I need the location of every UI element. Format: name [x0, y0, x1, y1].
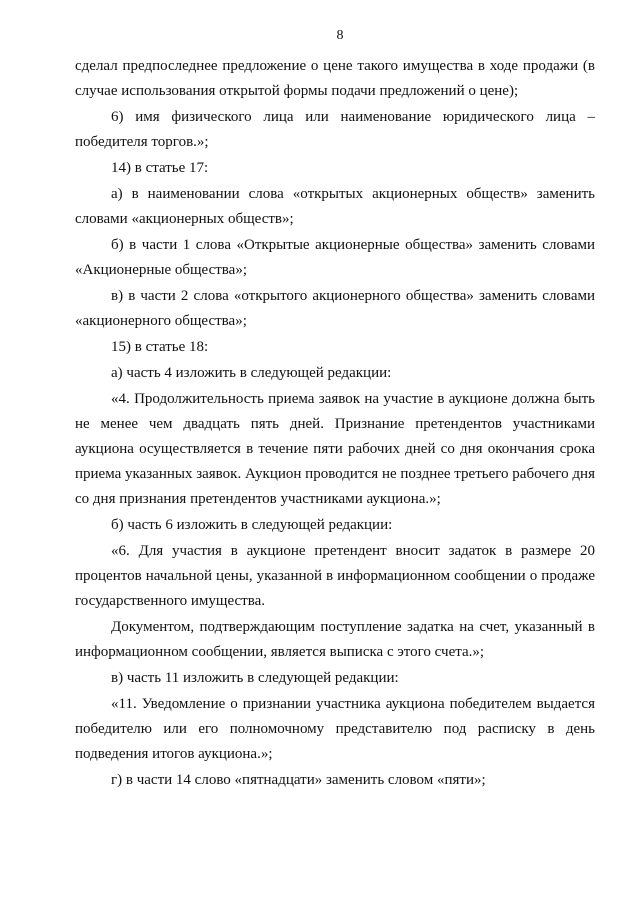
document-body — [75, 54, 595, 793]
paragraph: «6. Для участия в аукционе претендент вносит задаток в размере 20 процентов начальной цены, указанной в информационном сообщении о продаже государственного имущества. — [75, 543, 595, 609]
paragraph: б) часть 6 изложить в следующей редакции: — [111, 517, 393, 533]
paragraph: Документом, подтверждающим поступление задатка на счет, указанный в информационном сообщении, является выписка с этого счета.»; — [75, 619, 595, 660]
page-number: 8 — [336, 28, 344, 43]
paragraph: б) в части 1 слова «Открытые акционерные общества» заменить словами «Акционерные общества»; — [75, 237, 595, 278]
paragraph: сделал предпоследнее предложение о цене такого имущества в ходе продажи (в случае использования открытой формы подачи предложений о цене); — [75, 58, 595, 99]
paragraph: в) в части 2 слова «открытого акционерного общества» заменить словами «акционерного общества»; — [75, 288, 595, 329]
paragraph: г) в части 14 слово «пятнадцати» заменить словом «пяти»; — [111, 772, 486, 788]
paragraph: «11. Уведомление о признании участника аукциона победителем выдается победителю или его полномочному представителю под расписку в день подведения итогов аукциона.»; — [75, 696, 595, 762]
paragraph: а) в наименовании слова «открытых акционерных обществ» заменить словами «акционерных обществ»; — [75, 186, 595, 227]
paragraph: а) часть 4 изложить в следующей редакции: — [111, 365, 392, 381]
paragraph: 15) в статье 18: — [111, 339, 209, 355]
paragraph: 14) в статье 17: — [111, 160, 209, 176]
paragraph: «4. Продолжительность приема заявок на участие в аукционе должна быть не менее чем двадцать пять дней. Признание претендентов участниками аукциона осуществляется в течение пяти рабочих дней со дня окончания срока приема указанных заявок. Аукцион проводится не позднее третьего рабочего дня со дня признания претендентов участниками аукциона.»; — [75, 391, 595, 507]
paragraph: в) часть 11 изложить в следующей редакции: — [111, 670, 399, 686]
paragraph: 6) имя физического лица или наименование юридического лица – победителя торгов.»; — [75, 109, 595, 150]
